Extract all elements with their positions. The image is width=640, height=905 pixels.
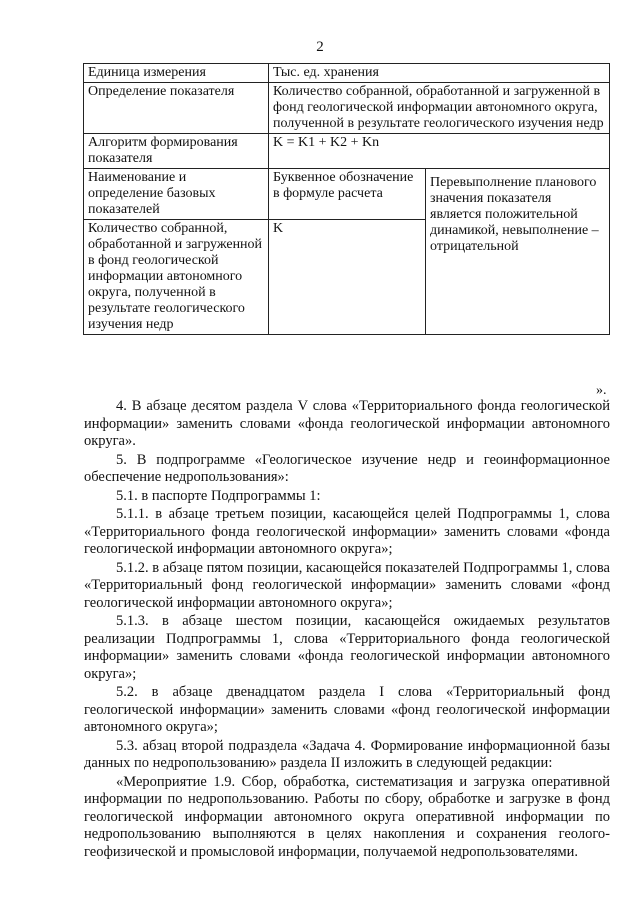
closing-quote: ».: [596, 383, 607, 398]
evaluation-cell: Перевыполнение планового значения показателя является положительной динамикой, невыполнение – отрицательной: [426, 169, 610, 335]
letter-header-cell: Буквенное обозначение в формуле расчета: [269, 169, 426, 220]
paragraph: 5.2. в абзаце двенадцатом раздела I слова «Территориальный фонд геологической информации» заменить словами «фонд геологической информации автономного округа»;: [84, 684, 610, 735]
table-row: [84, 83, 610, 134]
unit-value-cell: Тыс. ед. хранения: [269, 64, 610, 83]
paragraph: 4. В абзаце десятом раздела V слова «Территориального фонда геологической информации» заменить словами «фонда геологической информации автономного округа».: [84, 398, 610, 449]
table-row: [84, 169, 610, 220]
definition-label-cell: Определение показателя: [84, 83, 269, 134]
base-name-cell: Количество собранной, обработанной и загруженной в фонд геологической информации автономного округа, полученной в результате геологического изучения недр: [84, 220, 269, 335]
paragraph: 5.3. абзац второй подраздела «Задача 4. Формирование информационной базы данных по недропользованию» раздела II изложить в следующей редакции:: [84, 737, 610, 771]
page-number: 2: [316, 39, 324, 55]
table-row: [84, 134, 610, 169]
algorithm-label-cell: Алгоритм формирования показателя: [84, 134, 269, 169]
table-row: [84, 64, 610, 83]
algorithm-value-cell: K = K1 + K2 + Kn: [269, 134, 610, 169]
unit-label-cell: Единица измерения: [84, 64, 269, 83]
base-letter-cell: K: [269, 220, 426, 335]
indicator-table: [83, 63, 610, 335]
paragraph: «Мероприятие 1.9. Сбор, обработка, систематизация и загрузка оперативной информации по недропользованию. Работы по сбору, обработке и загрузке в фонд геологической информации автономного округа оперативной информации по недропользованию выполняются в целях накопления и сохранения геолого-геофизической и промысловой информации, получаемой недропользователями.: [84, 773, 610, 860]
paragraph: 5.1. в паспорте Подпрограммы 1:: [116, 487, 321, 504]
body-text: [84, 398, 610, 862]
paragraph: 5.1.3. в абзаце шестом позиции, касающейся ожидаемых результатов реализации Подпрограммы 1, слова «Территориального фонда геологической информации» заменить словами «фонда геологической информации автономного округа»;: [84, 613, 610, 682]
definition-value-cell: Количество собранной, обработанной и загруженной в фонд геологической информации автономного округа, полученной в результате геологического изучения недр: [269, 83, 610, 134]
paragraph: 5.1.1. в абзаце третьем позиции, касающейся целей Подпрограммы 1, слова «Территориального фонда геологической информации» заменить словами «фонда геологической информации автономного округа»;: [84, 506, 610, 557]
base-header-cell: Наименование и определение базовых показателей: [84, 169, 269, 220]
paragraph: 5.1.2. в абзаце пятом позиции, касающейся показателей Подпрограммы 1, слова «Территориальный фонд геологической информации» заменить словами «фонд геологической информации автономного округа»;: [84, 559, 610, 611]
paragraph: 5. В подпрограмме «Геологическое изучение недр и геоинформационное обеспечение недропользования»:: [84, 451, 610, 485]
